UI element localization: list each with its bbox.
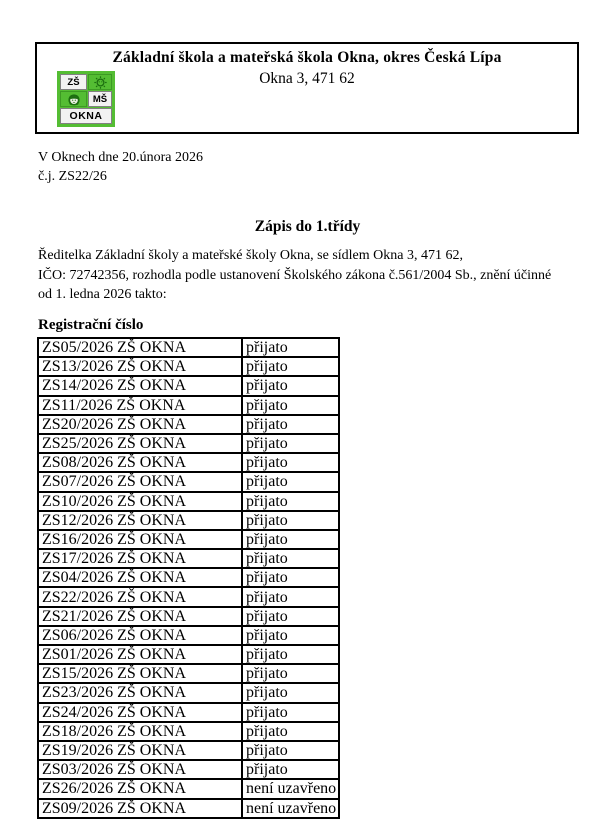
intro-line: Ředitelka Základní školy a mateřské školy Okna, se sídlem Okna 3, 471 62, [38,248,463,263]
table-row [38,664,339,683]
decision-cell: přijato [242,587,339,606]
registration-number-cell: ZS24/2026 ZŠ OKNA [38,703,242,722]
decision-cell: přijato [242,434,339,453]
registration-number-cell: ZS20/2026 ZŠ OKNA [38,415,242,434]
logo-zs-label: ZŠ [60,74,87,90]
girl-face-icon [60,91,87,107]
registration-number-cell: ZS26/2026 ZŠ OKNA [38,779,242,798]
registration-number-cell: ZS14/2026 ZŠ OKNA [38,376,242,395]
table-row [38,683,339,702]
registration-number-cell: ZS07/2026 ZŠ OKNA [38,472,242,491]
document-meta [38,148,203,186]
logo-okna-label: OKNA [60,108,112,124]
registration-number-cell: ZS19/2026 ZŠ OKNA [38,741,242,760]
sun-icon [88,74,112,90]
registration-number-cell: ZS06/2026 ZŠ OKNA [38,626,242,645]
registration-number-cell: ZS21/2026 ZŠ OKNA [38,607,242,626]
decision-cell: přijato [242,607,339,626]
decision-cell: přijato [242,549,339,568]
table-row [38,376,339,395]
registration-number-cell: ZS08/2026 ZŠ OKNA [38,453,242,472]
decision-cell: přijato [242,415,339,434]
registration-number-cell: ZS12/2026 ZŠ OKNA [38,511,242,530]
table-row [38,607,339,626]
table-row [38,338,339,357]
decision-cell: přijato [242,722,339,741]
decision-cell: přijato [242,511,339,530]
table-row [38,472,339,491]
decision-cell: není uzavřeno [242,779,339,798]
registration-number-cell: ZS05/2026 ZŠ OKNA [38,338,242,357]
decision-cell: přijato [242,376,339,395]
registration-number-cell: ZS10/2026 ZŠ OKNA [38,492,242,511]
decision-cell: přijato [242,741,339,760]
table-row [38,741,339,760]
registration-number-cell: ZS23/2026 ZŠ OKNA [38,683,242,702]
decision-cell: přijato [242,683,339,702]
decision-cell: přijato [242,626,339,645]
table-row [38,645,339,664]
decision-cell: není uzavřeno [242,799,339,818]
table-row [38,568,339,587]
decision-cell: přijato [242,472,339,491]
decision-cell: přijato [242,338,339,357]
table-row [38,587,339,606]
table-row [38,779,339,798]
table-row [38,396,339,415]
table-row [38,549,339,568]
registration-number-cell: ZS25/2026 ZŠ OKNA [38,434,242,453]
registration-number-cell: ZS15/2026 ZŠ OKNA [38,664,242,683]
reference-number-line: č.j. ZS22/26 [38,169,107,184]
decision-cell: přijato [242,530,339,549]
decision-cell: přijato [242,760,339,779]
registration-table-body [38,338,339,818]
table-row [38,530,339,549]
decision-cell: přijato [242,357,339,376]
table-row [38,511,339,530]
registration-number-cell: ZS03/2026 ZŠ OKNA [38,760,242,779]
registration-number-cell: ZS11/2026 ZŠ OKNA [38,396,242,415]
decision-cell: přijato [242,703,339,722]
registration-number-cell: ZS13/2026 ZŠ OKNA [38,357,242,376]
table-row [38,703,339,722]
table-row [38,492,339,511]
registration-number-cell: ZS18/2026 ZŠ OKNA [38,722,242,741]
intro-line: od 1. ledna 2026 takto: [38,287,167,302]
table-row [38,799,339,818]
decision-cell: přijato [242,396,339,415]
registration-number-cell: ZS04/2026 ZŠ OKNA [38,568,242,587]
intro-paragraph [38,246,583,305]
registration-number-cell: ZS22/2026 ZŠ OKNA [38,587,242,606]
letterhead-box [35,42,579,134]
school-name: Základní škola a mateřská škola Okna, okres Česká Lípa [112,49,502,66]
table-row [38,626,339,645]
decision-cell: přijato [242,492,339,511]
table-row [38,434,339,453]
decision-cell: přijato [242,568,339,587]
registration-number-cell: ZS17/2026 ZŠ OKNA [38,549,242,568]
logo-ms-label: MŠ [88,91,112,107]
place-date-line: V Oknech dne 20.února 2026 [38,150,203,165]
table-row [38,453,339,472]
table-row [38,722,339,741]
document-title: Zápis do 1.třídy [254,218,361,235]
registration-table [37,337,340,819]
decision-cell: přijato [242,645,339,664]
decision-cell: přijato [242,664,339,683]
table-row [38,415,339,434]
table-row [38,357,339,376]
decision-cell: přijato [242,453,339,472]
intro-line: IČO: 72742356, rozhodla podle ustanovení Školského zákona č.561/2004 Sb., znění účinné [38,267,552,283]
registration-number-cell: ZS01/2026 ZŠ OKNA [38,645,242,664]
registration-number-cell: ZS09/2026 ZŠ OKNA [38,799,242,818]
registration-heading: Registrační číslo [38,317,144,333]
school-logo [57,71,115,127]
table-row [38,760,339,779]
school-address: Okna 3, 471 62 [259,70,355,87]
registration-number-cell: ZS16/2026 ZŠ OKNA [38,530,242,549]
